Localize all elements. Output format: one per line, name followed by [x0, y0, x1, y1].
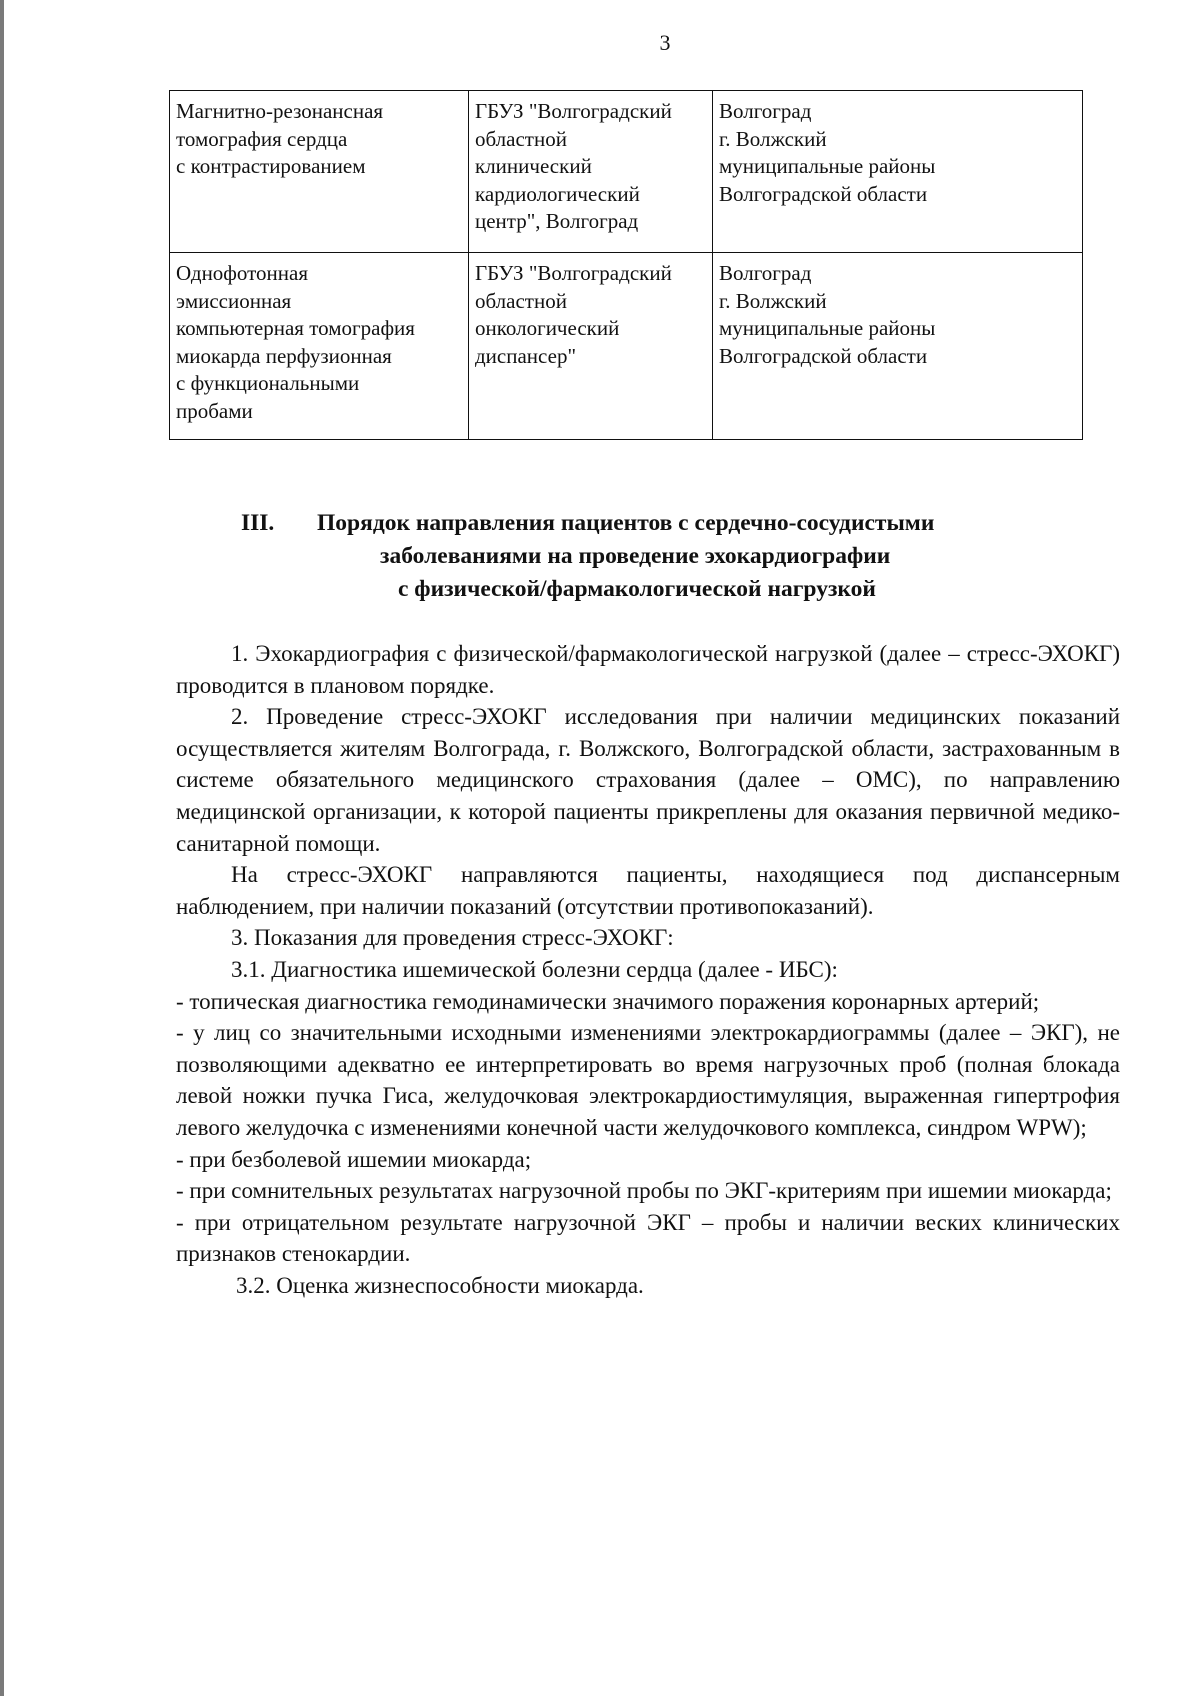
list-item: - при отрицательном результате нагрузочной ЭКГ – пробы и наличии веских клинических признаков стенокардии. — [176, 1209, 1120, 1267]
section-number: III. — [241, 510, 275, 536]
table-cell-territory: Волгоград г. Волжский муниципальные районы Волгоградской области — [713, 91, 1083, 253]
table-cell-institution: ГБУЗ "Волгоградский областной онкологический диспансер" — [469, 253, 713, 440]
paragraph: 3.1. Диагностика ишемической болезни сердца (далее - ИБС): — [231, 956, 838, 982]
list-item: - у лиц со значительными исходными изменениями электрокардиограммы (далее – ЭКГ), не позволяющими адекватно ее интерпретировать во время нагрузочных проб (полная блокада левой ножки пучка Гиса, желудочковая электрокардиостимуляция, выраженная гипертрофия левого желудочка с изменениями конечной части желудочкового комплекса, синдром WPW); — [176, 1020, 1120, 1140]
table-row — [170, 253, 1083, 440]
table-row — [170, 91, 1083, 253]
page-number: 3 — [659, 30, 671, 55]
section-title-line-1: Порядок направления пациентов с сердечно-сосудистыми — [317, 510, 935, 536]
list-item: - топическая диагностика гемодинамически значимого поражения коронарных артерий; — [176, 988, 1040, 1014]
section-title-line-3: с физической/фармакологической нагрузкой — [398, 576, 876, 602]
paragraph: 2. Проведение стресс-ЭХОКГ исследования при наличии медицинских показаний осуществляется жителям Волгограда, г. Волжского, Волгоградской области, застрахованным в системе обязательного медицинского страхования (далее – ОМС), по направлению медицинской организации, к которой пациенты прикреплены для оказания первичной медико-санитарной помощи. — [176, 704, 1120, 856]
paragraph: 1. Эхокардиография с физической/фармакологической нагрузкой (далее – стресс-ЭХОКГ) проводится в плановом порядке. — [176, 641, 1120, 698]
paragraph: На стресс-ЭХОКГ направляются пациенты, находящиеся под диспансерным наблюдением, при наличии показаний (отсутствии противопоказаний). — [176, 862, 1120, 919]
paragraph: 3. Показания для проведения стресс-ЭХОКГ: — [231, 925, 674, 951]
paragraph: 3.2. Оценка жизнеспособности миокарда. — [236, 1272, 644, 1298]
table-cell-procedure: Однофотонная эмиссионная компьютерная томография миокарда перфузионная с функциональными пробами — [170, 253, 469, 440]
section-body — [176, 638, 1120, 1301]
scan-edge — [0, 0, 4, 1696]
list-item: - при безболевой ишемии миокарда; — [176, 1146, 532, 1172]
section-title-line-2: заболеваниями на проведение эхокардиографии — [380, 543, 891, 569]
routing-table — [169, 90, 1083, 440]
list-item: - при сомнительных результатах нагрузочной пробы по ЭКГ-критериям при ишемии миокарда; — [176, 1178, 1112, 1204]
table-cell-territory: Волгоград г. Волжский муниципальные районы Волгоградской области — [713, 253, 1083, 440]
table-cell-institution: ГБУЗ "Волгоградский областной клинический кардиологический центр", Волгоград — [469, 91, 713, 253]
table-cell-procedure: Магнитно-резонансная томография сердца с контрастированием — [170, 91, 469, 253]
